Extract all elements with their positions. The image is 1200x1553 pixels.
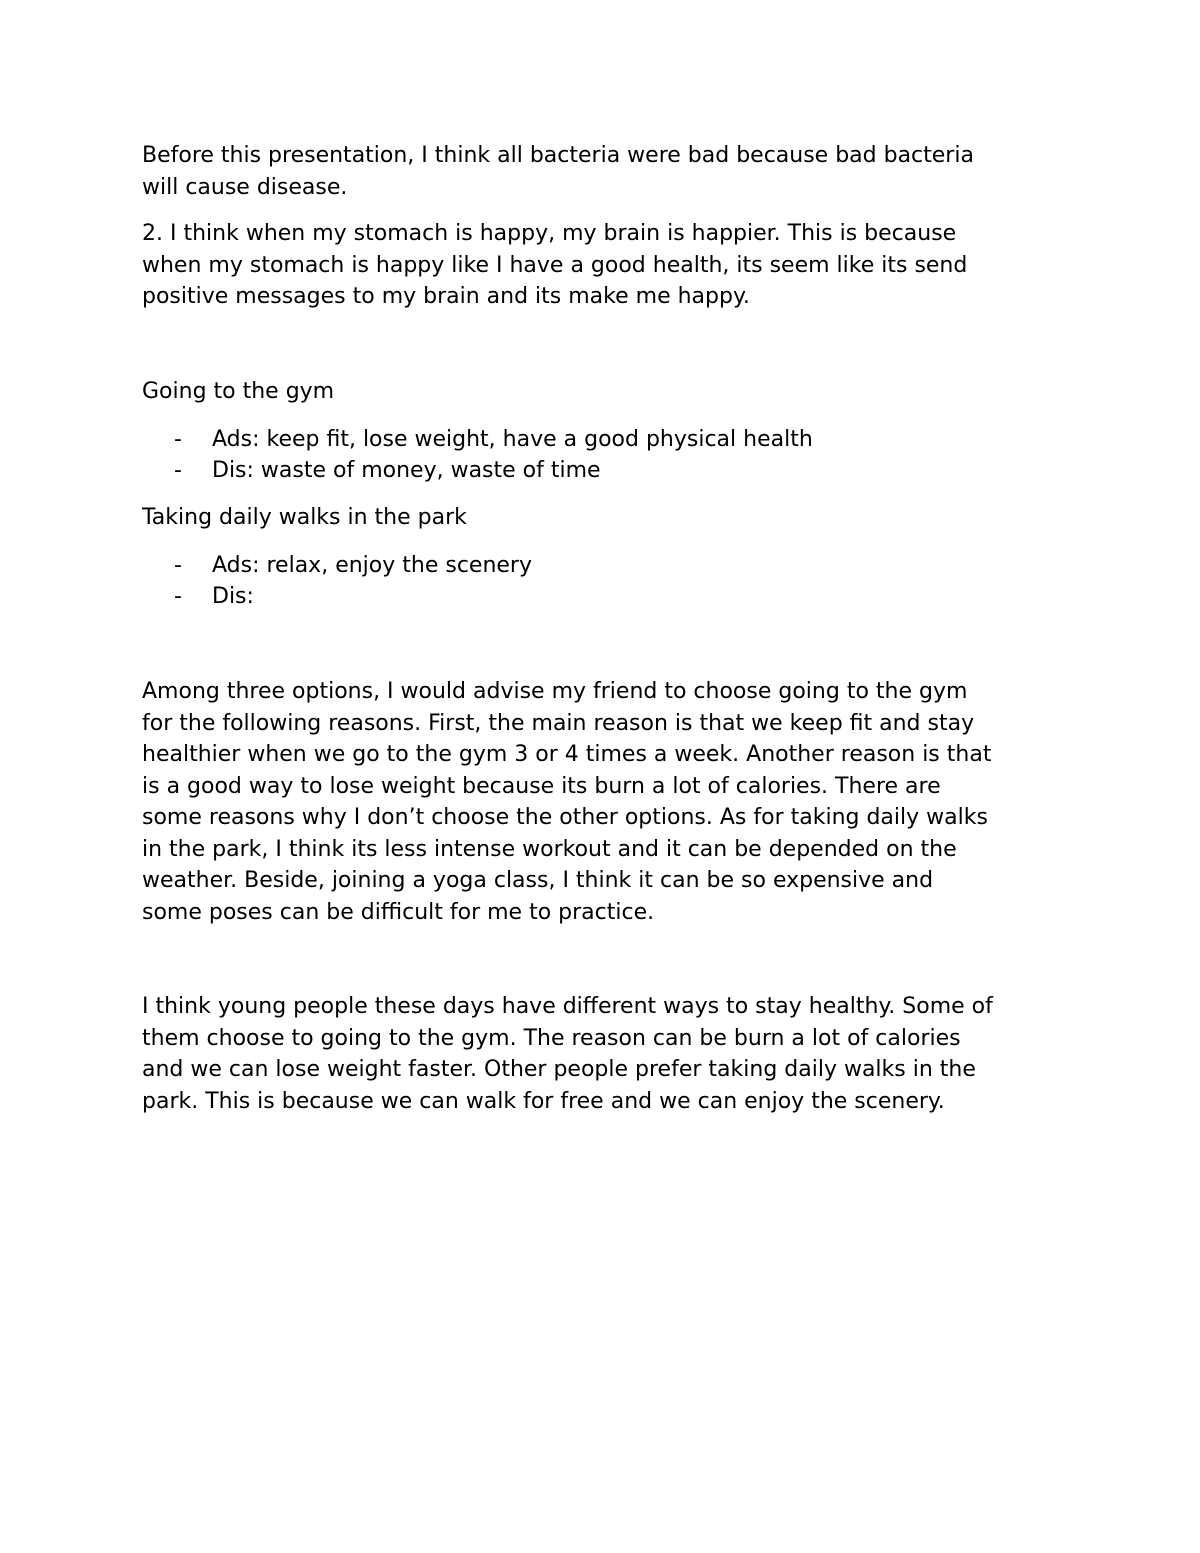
bullet-text: Dis: waste of money, waste of time	[212, 458, 601, 483]
paragraph-young-people: I think young people these days have different ways to stay healthy. Some of them choose to going to the gym. The reason can be burn a lot of calories and we can lose weight faster. Other people prefer taking daily walks in the park. This is because we can walk for free and we can enjoy the scenery.	[142, 994, 993, 1114]
bullet-text: Dis:	[212, 584, 254, 609]
bullet-marker: -	[174, 553, 182, 578]
bullet-text: Ads: relax, enjoy the scenery	[212, 553, 532, 578]
bullet-text: Ads: keep fit, lose weight, have a good physical health	[212, 427, 813, 452]
bullet-marker: -	[174, 427, 182, 452]
list-item	[142, 455, 1072, 486]
list-item	[142, 424, 1072, 455]
heading-daily-walks: Taking daily walks in the park	[142, 505, 467, 530]
bullet-marker: -	[174, 458, 182, 483]
paragraph-bacteria: Before this presentation, I think all bacteria were bad because bad bacteria will cause disease.	[142, 143, 974, 200]
list-item	[142, 581, 1072, 612]
heading-going-to-gym: Going to the gym	[142, 379, 335, 404]
bullet-marker: -	[174, 584, 182, 609]
list-item	[142, 550, 1072, 581]
paragraph-advice: Among three options, I would advise my friend to choose going to the gym for the following reasons. First, the main reason is that we keep fit and stay healthier when we go to the gym 3 or 4 times a week. Another reason is that is a good way to lose weight because its burn a lot of calories. There are some reasons why I don’t choose the other options. As for taking daily walks in the park, I think its less intense workout and it can be depended on the weather. Beside, joining a yoga class, I think it can be so expensive and some poses can be difficult for me to practice.	[142, 679, 992, 925]
paragraph-stomach-brain: 2. I think when my stomach is happy, my brain is happier. This is because when my stomach is happy like I have a good health, its seem like its send positive messages to my brain and its make me happy.	[142, 221, 968, 309]
